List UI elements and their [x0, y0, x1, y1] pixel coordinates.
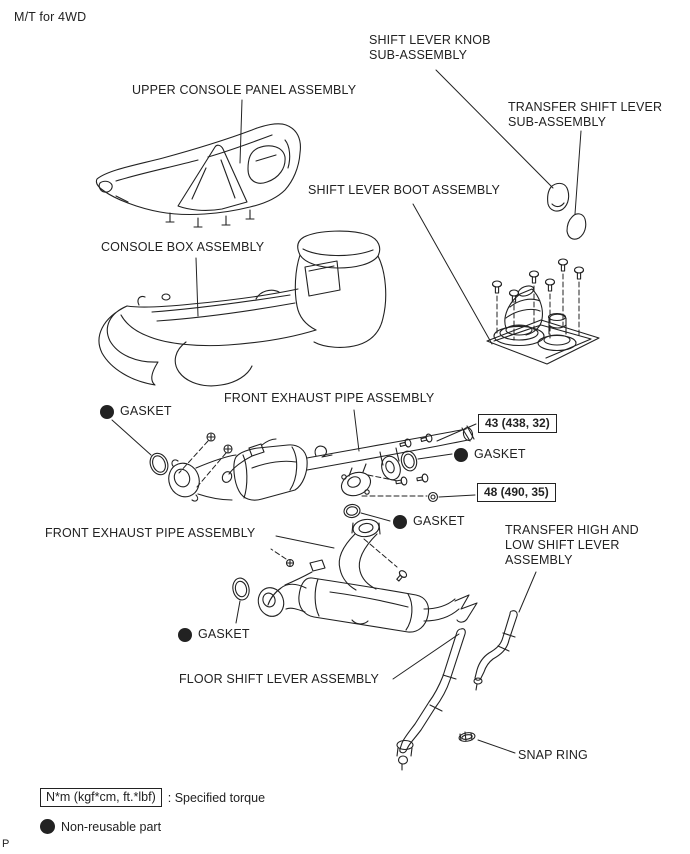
- floor-shift-lever-label: FLOOR SHIFT LEVER ASSEMBLY: [179, 672, 380, 686]
- transfer-high-low-label-line1: TRANSFER HIGH AND: [505, 523, 639, 537]
- upper-console-panel-drawing: [96, 124, 300, 227]
- non-reusable-bullet-icon: [178, 628, 192, 642]
- front-exhaust-pipe-label-1: FRONT EXHAUST PIPE ASSEMBLY: [224, 391, 435, 405]
- transfer-shift-lever-label-line1: TRANSFER SHIFT LEVER: [508, 100, 663, 114]
- non-reusable-bullet-icon: [100, 405, 114, 419]
- gasket-ring-4: [231, 577, 251, 602]
- gasket-ring-3: [343, 503, 361, 518]
- gasket-label-2: [454, 447, 526, 462]
- gasket-label-text: GASKET: [198, 627, 250, 641]
- snap-ring-label: SNAP RING: [518, 748, 588, 762]
- transfer-high-low-label-line3: ASSEMBLY: [505, 553, 573, 567]
- front-exhaust-pipe-1-drawing: [147, 426, 474, 502]
- shift-lever-knob-label-line2: SUB-ASSEMBLY: [369, 48, 468, 62]
- torque-caption: : Specified torque: [167, 790, 266, 805]
- gasket-label-text: GASKET: [474, 447, 526, 461]
- gasket-label-3: [393, 514, 465, 529]
- transfer-shift-lever-label-line2: SUB-ASSEMBLY: [508, 115, 607, 129]
- transfer-shift-lever-label: [508, 100, 662, 130]
- variant-title: M/T for 4WD: [14, 10, 87, 24]
- transfer-high-low-label-line2: LOW SHIFT LEVER: [505, 538, 620, 552]
- non-reusable-bullet-icon: [393, 515, 407, 529]
- shift-lever-knob-label: [369, 33, 491, 63]
- non-reusable-bullet-icon: [454, 448, 468, 462]
- gasket-label-1: [100, 404, 172, 419]
- non-reusable-bullet-icon: [40, 819, 55, 834]
- gasket-label-4: [178, 627, 250, 642]
- shift-lever-knob-label-line1: SHIFT LEVER KNOB: [369, 33, 491, 47]
- page-marker: P: [2, 838, 10, 850]
- gasket-label-text: GASKET: [120, 404, 172, 418]
- shift-lever-boot-label: SHIFT LEVER BOOT ASSEMBLY: [308, 183, 501, 197]
- console-box-label: CONSOLE BOX ASSEMBLY: [101, 240, 265, 254]
- leader-lines: [112, 70, 581, 753]
- shift-lever-knob-drawing: [548, 183, 569, 211]
- transfer-shift-lever-knob-drawing: [567, 214, 586, 239]
- front-exhaust-pipe-label-2: FRONT EXHAUST PIPE ASSEMBLY: [45, 526, 256, 540]
- legend-torque-row: [40, 788, 265, 807]
- torque-spec-lower: 48 (490, 35): [477, 483, 556, 502]
- torque-unit-box: N*m (kgf*cm, ft.*lbf): [40, 788, 162, 807]
- snap-ring-drawing: [458, 731, 475, 742]
- floor-shift-lever-drawing: [397, 629, 465, 770]
- transfer-high-low-lever-drawing: [474, 611, 517, 690]
- torque-spec-upper: 43 (438, 32): [478, 414, 557, 433]
- non-reusable-caption: Non-reusable part: [61, 819, 162, 834]
- legend-nonreusable-row: [40, 819, 161, 834]
- upper-console-panel-label: UPPER CONSOLE PANEL ASSEMBLY: [132, 83, 357, 97]
- shift-lever-boot-drawing: [487, 259, 599, 364]
- flange-bolts: [395, 433, 437, 501]
- gasket-label-text: GASKET: [413, 514, 465, 528]
- boot-bolts: [493, 259, 584, 302]
- transfer-high-low-lever-label: [505, 523, 639, 568]
- pipe2-bolt: [395, 569, 408, 582]
